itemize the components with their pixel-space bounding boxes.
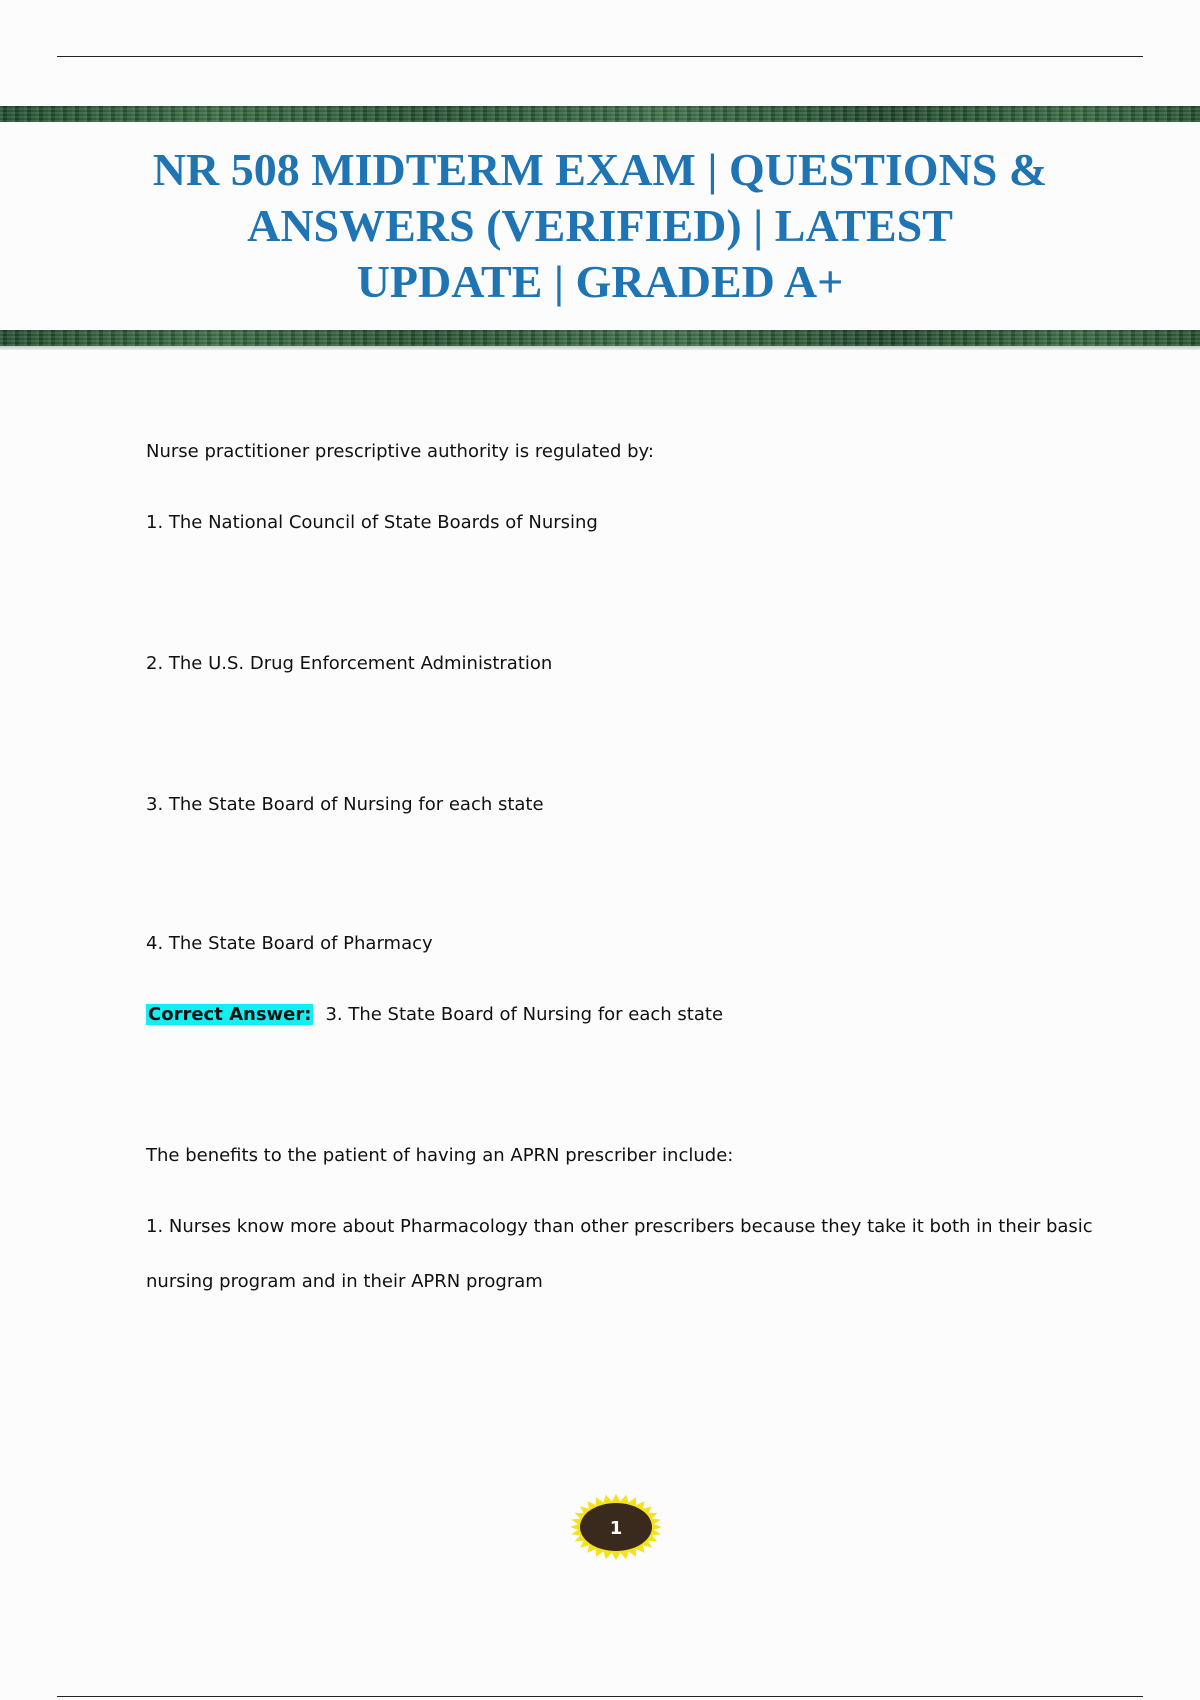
question-2-prompt: The benefits to the patient of having an APRN prescriber include:	[146, 1145, 734, 1166]
document-title	[60, 142, 1140, 310]
question-1-prompt: Nurse practitioner prescriptive authority is regulated by:	[146, 441, 654, 462]
page-number-badge	[569, 1493, 663, 1561]
question-2-option-1: 1. Nurses know more about Pharmacology than other prescribers because they take it both in their basic	[146, 1216, 1093, 1237]
title-line-1: NR 508 MIDTERM EXAM | QUESTIONS &	[152, 144, 1048, 195]
title-line-3: UPDATE | GRADED A+	[356, 256, 844, 307]
question-1-answer	[146, 1003, 1096, 1027]
correct-answer-text: 3. The State Board of Nursing for each state	[325, 1004, 724, 1025]
question-2-option-1-continued: nursing program and in their APRN program	[146, 1271, 543, 1292]
question-1-option-2: 2. The U.S. Drug Enforcement Administration	[146, 653, 553, 674]
header-rule	[57, 56, 1143, 57]
page-number: 1	[609, 1518, 623, 1539]
title-band-top	[0, 106, 1200, 122]
title-band-bottom	[0, 330, 1200, 346]
title-band-shadow	[0, 346, 1200, 350]
footer-rule	[57, 1696, 1143, 1697]
question-1-option-3: 3. The State Board of Nursing for each state	[146, 794, 544, 815]
starburst-icon	[569, 1493, 663, 1561]
question-1-option-4: 4. The State Board of Pharmacy	[146, 933, 433, 954]
correct-answer-label: Correct Answer:	[148, 1004, 312, 1025]
title-line-2: ANSWERS (VERIFIED) | LATEST	[247, 200, 953, 251]
question-1-option-1: 1. The National Council of State Boards of Nursing	[146, 512, 598, 533]
